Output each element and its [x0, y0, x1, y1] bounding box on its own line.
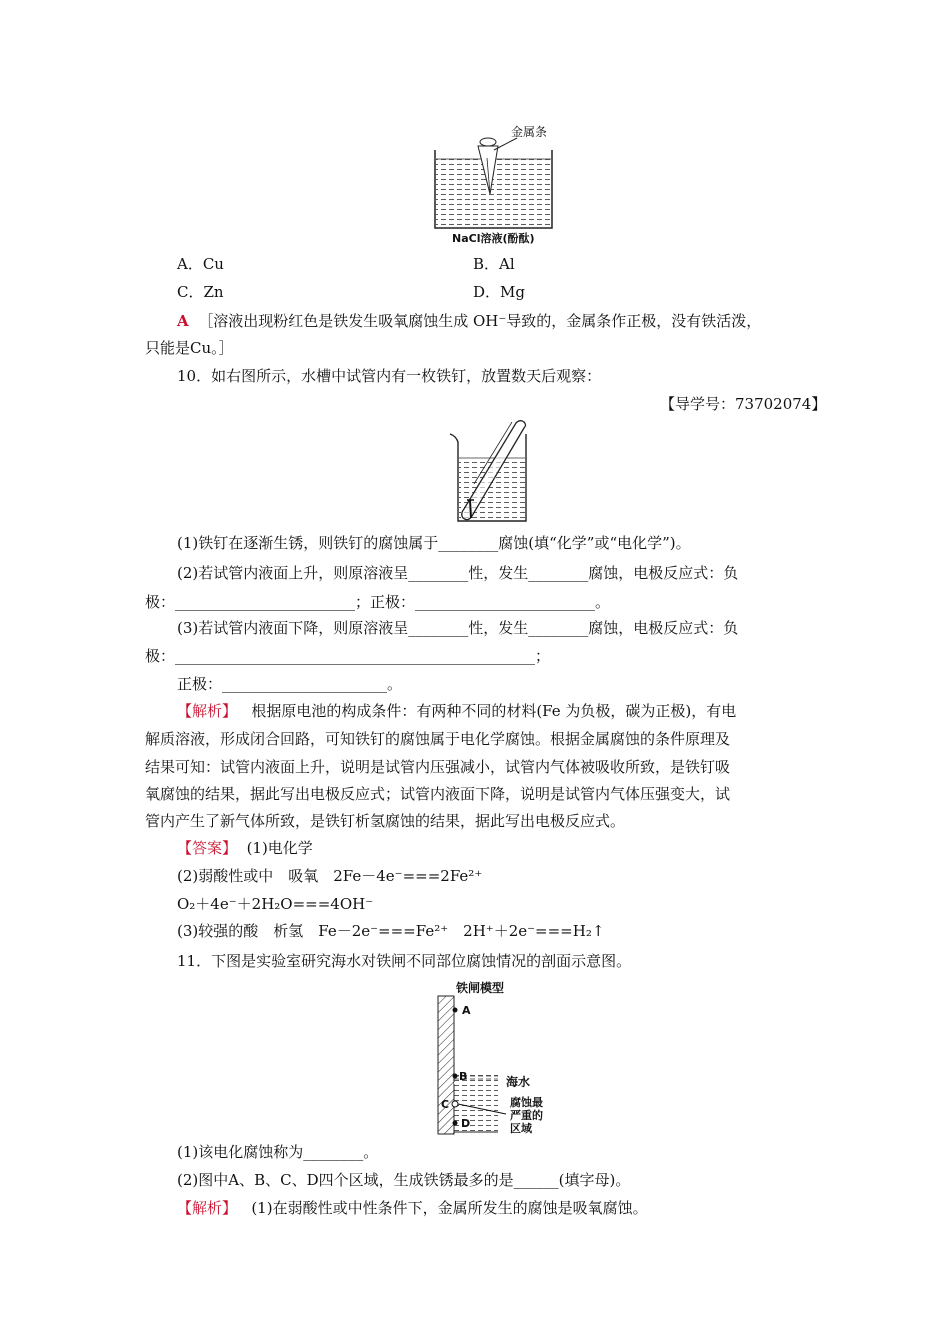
- metal-strip-top: [480, 138, 496, 146]
- q10-answer-4: (3)较强的酸 析氢 Fe－2e⁻===Fe²⁺ 2H⁺＋2e⁻===H₂↑: [177, 922, 605, 940]
- point-a: [453, 1008, 458, 1013]
- pointer-line: [494, 138, 517, 150]
- q10-guide-number: 【导学号：73702074】: [660, 395, 827, 413]
- q10-analysis-3: 结果可知：试管内液面上升，说明是试管内压强减小，试管内气体被吸收所致，是铁钉吸: [145, 758, 731, 776]
- iron-gate-figure: [430, 978, 570, 1138]
- q10-analysis-line-1: [177, 701, 736, 721]
- test-tube-trough-figure: [440, 420, 540, 525]
- label-c: C: [441, 1098, 450, 1111]
- label-b: B: [459, 1070, 468, 1083]
- metal-strip-beaker-figure: [425, 122, 560, 247]
- q10-answer-3: O₂＋4e⁻＋2H₂O===4OH⁻: [177, 895, 374, 913]
- q10-sub1: (1)铁钉在逐渐生锈，则铁钉的腐蚀属于________腐蚀(填“化学”或“电化学”)。: [177, 534, 691, 552]
- point-c: [452, 1101, 458, 1107]
- note-line-2: 严重的: [510, 1109, 543, 1122]
- q10-sub2-b: 极：________________________；正极：________________________。: [145, 593, 611, 611]
- q10-analysis-1: 根据原电池的构成条件：有两种不同的材料(Fe 为负极，碳为正极)，有电: [251, 702, 737, 720]
- q11-analysis-1: (1)在弱酸性或中性条件下，金属所发生的腐蚀是吸氧腐蚀。: [251, 1199, 648, 1217]
- note-line-1: 腐蚀最: [510, 1096, 543, 1109]
- solution-label: NaCl溶液(酚酞): [452, 232, 535, 245]
- q10-sub3-b: 极：________________________________________________；: [145, 647, 551, 665]
- q11-analysis-tag: 【解析】: [177, 1199, 238, 1217]
- point-b: [453, 1074, 458, 1079]
- q9-explanation-1: ［溶液出现粉红色是铁发生吸氧腐蚀生成 OH⁻导致的，金属条作正极，没有铁活泼，: [198, 312, 762, 330]
- q9-explanation-line: [177, 311, 761, 331]
- q11-sub1: (1)该电化腐蚀称为________。: [177, 1143, 379, 1161]
- q9-answer-letter: A: [177, 312, 189, 330]
- point-d: [453, 1121, 458, 1126]
- iron-gate-model: [438, 996, 454, 1134]
- label-d: D: [461, 1117, 471, 1130]
- iron-nail: [470, 500, 471, 518]
- option-c: C．Zn: [177, 283, 224, 301]
- option-d: D．Mg: [473, 283, 525, 301]
- q9-explanation-2: 只能是Cu。］: [145, 339, 234, 357]
- label-a: A: [462, 1004, 471, 1017]
- note-line-3: 区域: [510, 1122, 532, 1135]
- q10-analysis-tag: 【解析】: [177, 702, 238, 720]
- seawater-label: 海水: [506, 1075, 531, 1089]
- q10-analysis-4: 氧腐蚀的结果，据此写出电极反应式；试管内液面下降，说明是试管内气体压强变大，试: [145, 785, 731, 803]
- option-b: B．Al: [473, 255, 515, 273]
- q10-answer-line-1: [177, 838, 313, 858]
- gate-title: 铁闸模型: [456, 981, 505, 995]
- q10-stem: 10．如右图所示，水槽中试管内有一枚铁钉，放置数天后观察：: [177, 367, 602, 385]
- q10-answer-tag: 【答案】: [177, 839, 238, 857]
- option-a: A．Cu: [177, 255, 224, 273]
- q11-sub2: (2)图中A、B、C、D四个区域，生成铁锈最多的是______(填字母)。: [177, 1171, 631, 1189]
- q10-answer-2: (2)弱酸性或中 吸氧 2Fe－4e⁻===2Fe²⁺: [177, 867, 483, 885]
- q10-sub2-a: (2)若试管内液面上升，则原溶液呈________性，发生________腐蚀，电极反应式：负: [177, 564, 739, 582]
- q10-sub3-a: (3)若试管内液面下降，则原溶液呈________性，发生________腐蚀，电极反应式：负: [177, 619, 739, 637]
- q11-stem: 11．下图是实验室研究海水对铁闸不同部位腐蚀情况的剖面示意图。: [177, 952, 632, 970]
- q10-analysis-5: 管内产生了新气体所致，是铁钉析氢腐蚀的结果，据此写出电极反应式。: [145, 812, 626, 830]
- q11-analysis-line: [177, 1198, 648, 1218]
- metal-strip-label: 金属条: [511, 125, 548, 139]
- q10-sub3-c: 正极：______________________。: [177, 675, 403, 693]
- q10-answer-1: (1)电化学: [246, 839, 313, 857]
- q10-analysis-2: 解质溶液，形成闭合回路，可知铁钉的腐蚀属于电化学腐蚀。根据金属腐蚀的条件原理及: [145, 730, 731, 748]
